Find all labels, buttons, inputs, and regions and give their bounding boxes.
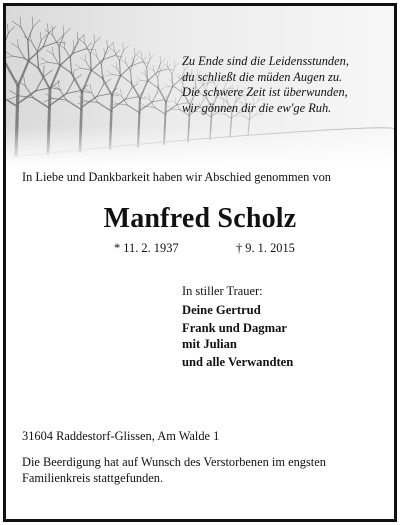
poem-line: du schließt die müden Augen zu. xyxy=(182,69,343,84)
obituary-notice xyxy=(3,3,397,522)
mourners-lead: In stiller Trauer: xyxy=(182,284,263,298)
death-date: † 9. 1. 2015 xyxy=(236,241,295,255)
mourner-line: Deine Gertrud xyxy=(182,302,261,317)
poem-line: wir gönnen dir die ew'ge Ruh. xyxy=(182,100,332,115)
mourner-line: mit Julian xyxy=(182,336,237,351)
poem xyxy=(182,54,392,116)
birth-date: * 11. 2. 1937 xyxy=(114,241,179,255)
mourners-block xyxy=(182,284,382,371)
mourner-line: Frank und Dagmar xyxy=(182,321,287,335)
poem-line: Die schwere Zeit ist überwunden, xyxy=(182,85,348,99)
closing-text: Die Beerdigung hat auf Wunsch des Verstorbenen im engsten Familienkreis stattgefunden. xyxy=(22,455,326,485)
mourners-list xyxy=(182,303,382,371)
intro-text: In Liebe und Dankbarkeit haben wir Abschied genommen von xyxy=(22,170,331,184)
poem-line: Zu Ende sind die Leidensstunden, xyxy=(182,54,349,68)
address: 31604 Raddestorf-Glissen, Am Walde 1 xyxy=(22,429,220,443)
mourner-line: und alle Verwandten xyxy=(182,355,294,369)
deceased-name: Manfred Scholz xyxy=(103,203,297,234)
